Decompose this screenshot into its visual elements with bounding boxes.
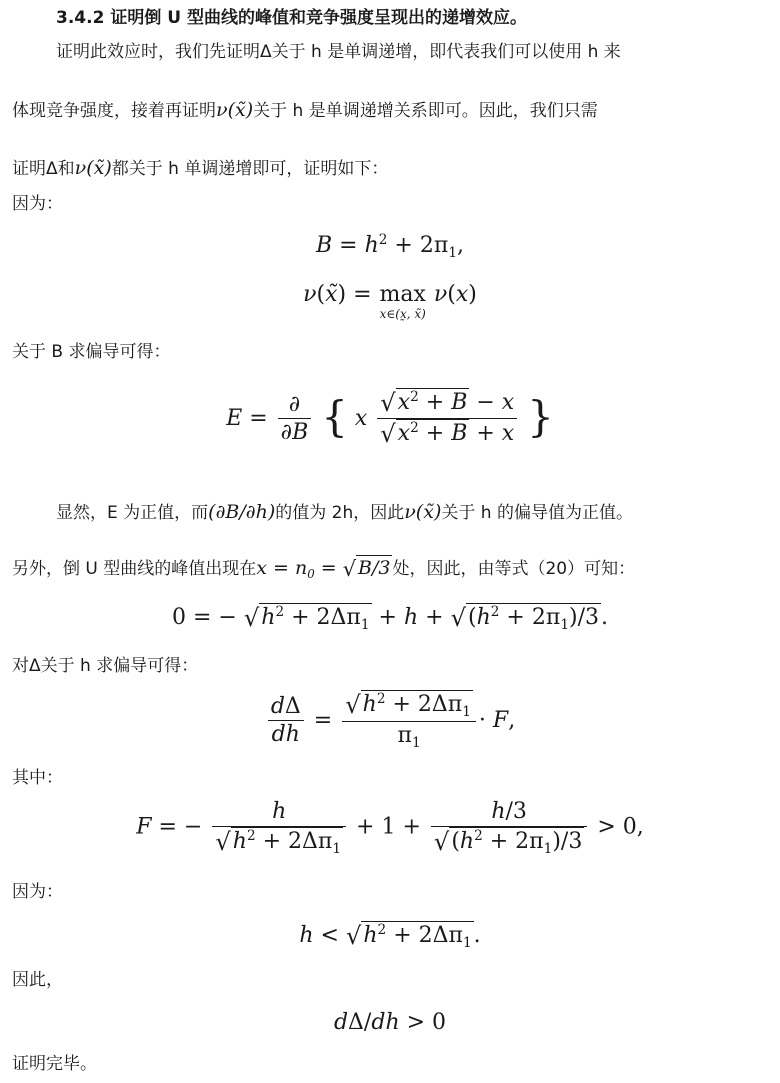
nu-x-tilde-inline: ν(x̃) [404,501,442,523]
para2-line2: 另外，倒 U 型曲线的峰值出现在$x = n_0$ = √ B/3 处，因此，由等式（20）可知： [12,557,636,582]
dB-dh-inline: (∂B/∂h) [208,501,276,523]
nu-x-tilde-inline: ν(x̃) [216,99,254,121]
section-number: 3.4.2 [56,8,105,28]
partial-h-label: 对Δ关于 h 求偏导可得： [12,656,199,676]
para1-line3-a: 证明Δ和 [12,159,75,179]
equation-F: F = − $\frac{h}{√h^2 + 2\Delta\pi_1}$ + 1 + $\frac{h/3}{√(h^2 + 2\pi_1)/3}$ > 0, [136,799,644,857]
para1-line2-b: 关于 h 是单调递增关系即可。因此，我们只需 [253,101,598,121]
para1-line3 [12,156,388,181]
para1-line3-b: 都关于 h 单调递增即可，证明如下： [111,159,389,179]
equation-zero: 0 = − $√h^2 + 2\Delta\pi_1 + h + √(h^2 + 2\pi_1)/3$. [172,604,608,633]
peak-location-inline: $x = n_0$ = √ B/3 [256,557,391,582]
equation-dDelta-dh: $\frac{d\Delta}{dh}$ = $\frac{√h^2 + 2\Delta\pi_1}{\pi_1}$ · F, [0,690,780,752]
para1-line2 [12,98,598,123]
equation-h-lt: $h < √h^2 + 2\Delta\pi_1$. [299,922,481,951]
equation-nu-max: ν(x̃) = max x∈(x̰, x̃) ν(x) [303,282,477,321]
therefore-label: 因此， [12,970,63,990]
para2-line1: 显然，E 为正值，而(∂B/∂h)的值为 2h，因此ν(x̃)关于 h 的偏导值为正值。 [56,501,633,523]
where-label: 其中： [12,768,63,788]
because-label-1: 因为： [12,194,63,214]
para1-line1: 证明此效应时，我们先证明Δ关于 h 是单调递增，即代表我们可以使用 h 来 [56,42,621,62]
partial-B-label: 关于 B 求偏导可得： [12,342,171,362]
section-title: 证明倒 U 型曲线的峰值和竞争强度呈现出的递增效应。 [110,8,527,28]
qed-label: 证明完毕。 [12,1054,97,1074]
para1-line2-a: 体现竞争强度，接着再证明 [12,101,216,121]
equation-E: E = $\frac{\partial}{\partial B}$ { x $\frac{√x^2 + B - x}{√x^2 + B + x}$ } [226,388,554,449]
equation-B: $B = h^2 + 2\pi_1$, [316,232,464,261]
because-label-2: 因为： [12,882,63,902]
section-heading [56,6,527,30]
equation-result: dΔ/dh > 0 [333,1010,447,1035]
nu-x-tilde-inline: ν(x̃) [74,157,112,179]
